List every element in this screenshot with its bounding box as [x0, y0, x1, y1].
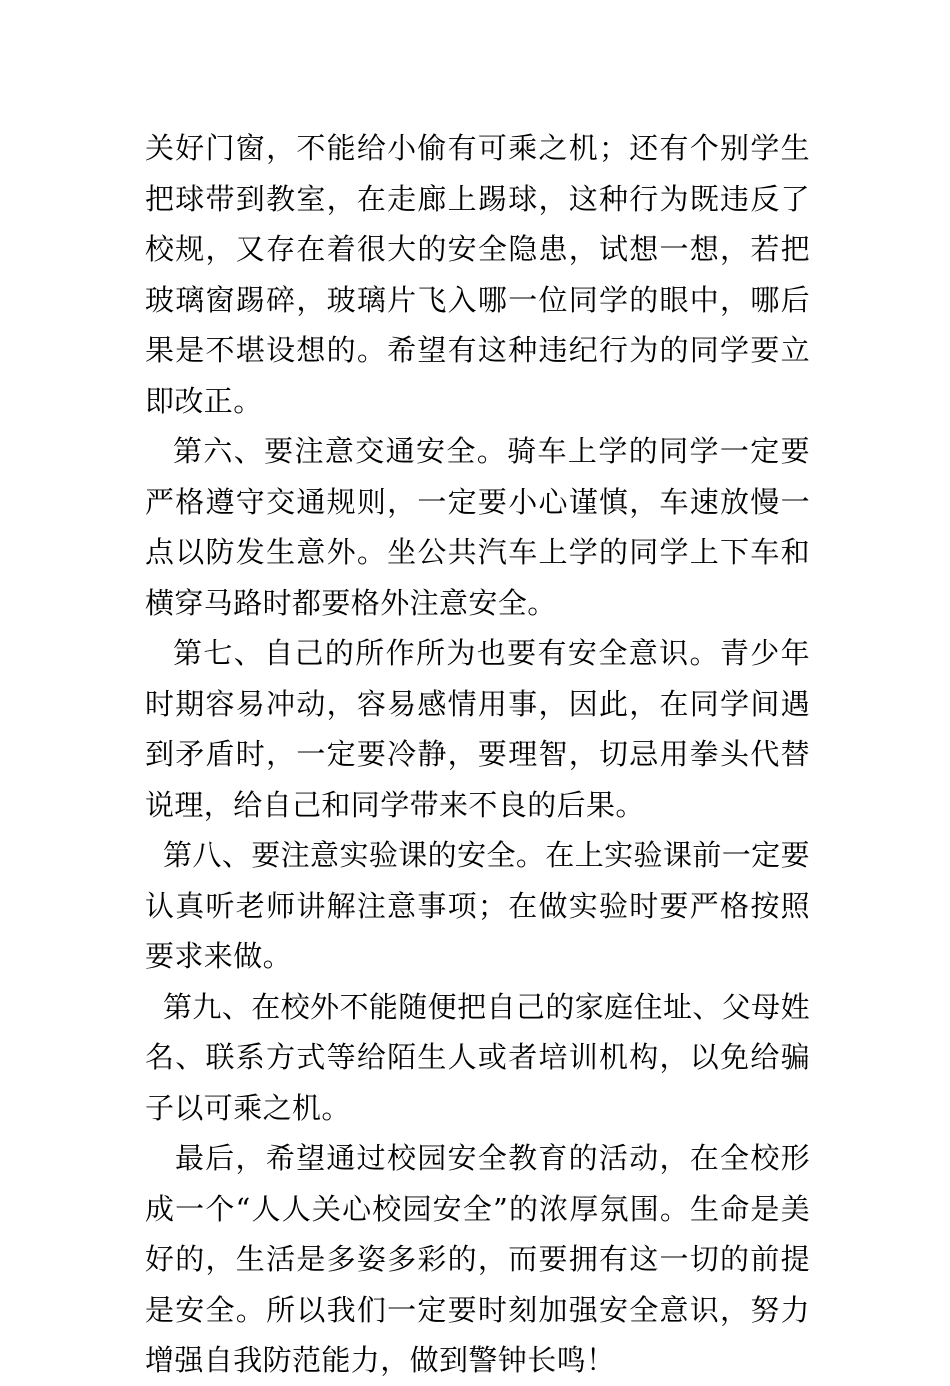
- paragraph-conclusion: 最后，希望通过校园安全教育的活动，在全校形成一个“人人关心校园安全”的浓厚氛围。生命是美好的，生活是多姿多彩的，而要拥有这一切的前提是安全。所以我们一定要时刻加强安全意识，努力增强自我防范能力，做到警钟长鸣！: [145, 1141, 810, 1377]
- paragraph-personal-info: 第九、在校外不能随便把自己的家庭住址、父母姓名、联系方式等给陌生人或者培训机构，以免给骗子以可乘之机。: [145, 989, 810, 1125]
- paragraph-door-window-safety: 关好门窗，不能给小偷有可乘之机；还有个别学生把球带到教室，在走廊上踢球，这种行为既违反了校规，又存在着很大的安全隐患，试想一想，若把玻璃窗踢碎，玻璃片飞入哪一位同学的眼中，哪后果是不堪设想的。希望有这种违纪行为的同学要立即改正。: [145, 131, 810, 418]
- document-body: [145, 123, 810, 1386]
- paragraph-traffic-safety: 第六、要注意交通安全。骑车上学的同学一定要严格遵守交通规则，一定要小心谨慎，车速放慢一点以防发生意外。坐公共汽车上学的同学上下车和横穿马路时都要格外注意安全。: [145, 434, 810, 620]
- paragraph-self-conduct: 第七、自己的所作所为也要有安全意识。青少年时期容易冲动，容易感情用事，因此，在同学间遇到矛盾时，一定要冷静，要理智，切忌用拳头代替说理，给自己和同学带来不良的后果。: [145, 636, 810, 822]
- paragraph-lab-safety: 第八、要注意实验课的安全。在上实验课前一定要认真听老师讲解注意事项；在做实验时要严格按照要求来做。: [145, 838, 810, 973]
